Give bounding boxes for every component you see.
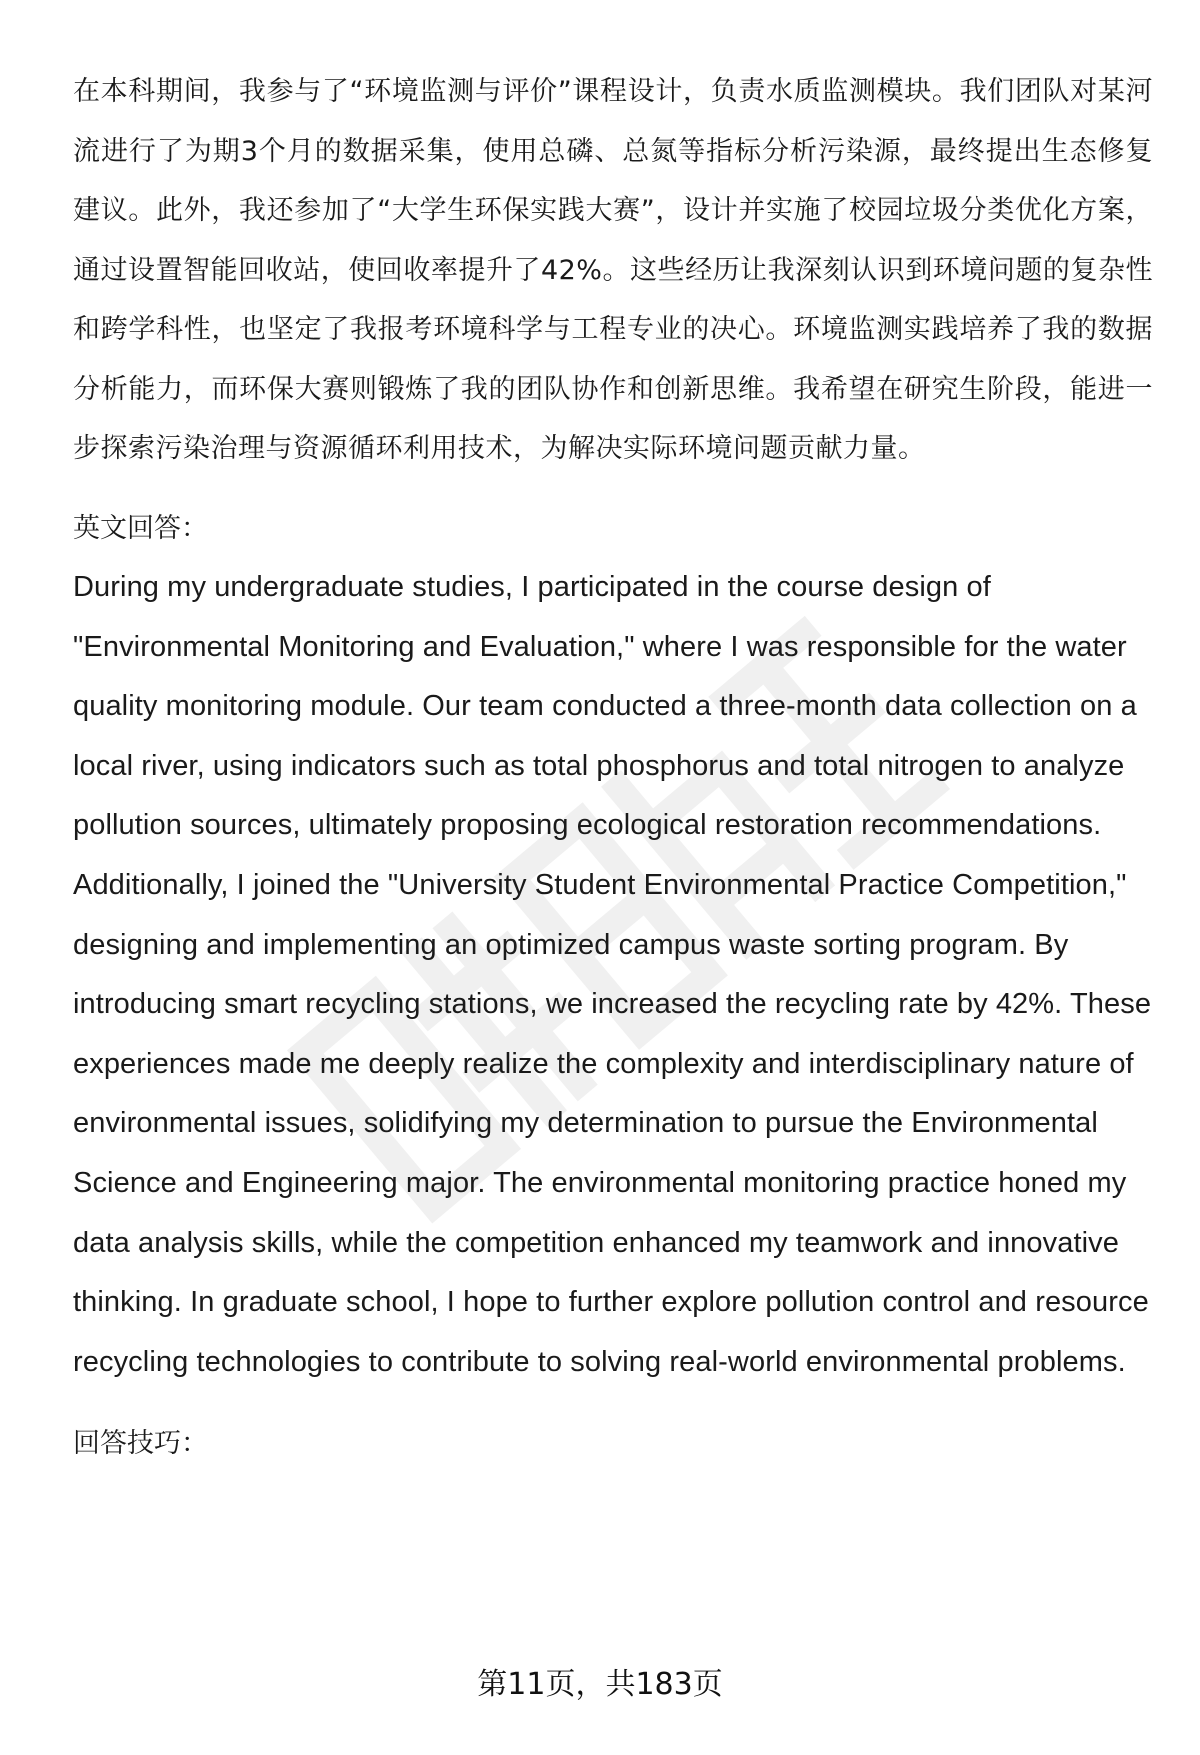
english-answer-paragraph: During my undergraduate studies, I participated in the course design of "Environmental Monitoring and Evaluation," where I was responsible for the water quality monitoring module. Our team conducted a three-month data collection on a local river, using indicators such as total phosphorus and total nitrogen to analyze pollution sources, ultimately proposing ecological restoration recommendations. Additionally, I joined the "University Student Environmental Practice Competition," designing and implementing an optimized campus waste sorting program. By introducing smart recycling stations, we increased the recycling rate by 42%. These experiences made me deeply realize the complexity and interdisciplinary nature of environmental issues, solidifying my determination to pursue the Environmental Science and Engineering major. The environmental monitoring practice honed my data analysis skills, while the competition enhanced my teamwork and innovative thinking. In graduate school, I hope to further explore pollution control and resource recycling technologies to contribute to solving real-world environmental problems.	[73, 571, 1152, 1378]
english-answer-label: 英文回答：	[73, 512, 208, 544]
document-content	[73, 62, 1153, 1474]
answer-tips-label: 回答技巧：	[73, 1428, 208, 1460]
page-indicator: 第11页，共183页	[477, 1667, 723, 1702]
chinese-answer-paragraph: 在本科期间，我参与了“环境监测与评价”课程设计，负责水质监测模块。我们团队对某河流进行了为期3个月的数据采集，使用总磷、总氮等指标分析污染源，最终提出生态修复建议。此外，我还参加了“大学生环保实践大赛”，设计并实施了校园垃圾分类优化方案，通过设置智能回收站，使回收率提升了42%。这些经历让我深刻认识到环境问题的复杂性和跨学科性，也坚定了我报考环境科学与工程专业的决心。环境监测实践培养了我的数据分析能力，而环保大赛则锻炼了我的团队协作和创新思维。我希望在研究生阶段，能进一步探索污染治理与资源循环利用技术，为解决实际环境问题贡献力量。	[73, 76, 1153, 464]
